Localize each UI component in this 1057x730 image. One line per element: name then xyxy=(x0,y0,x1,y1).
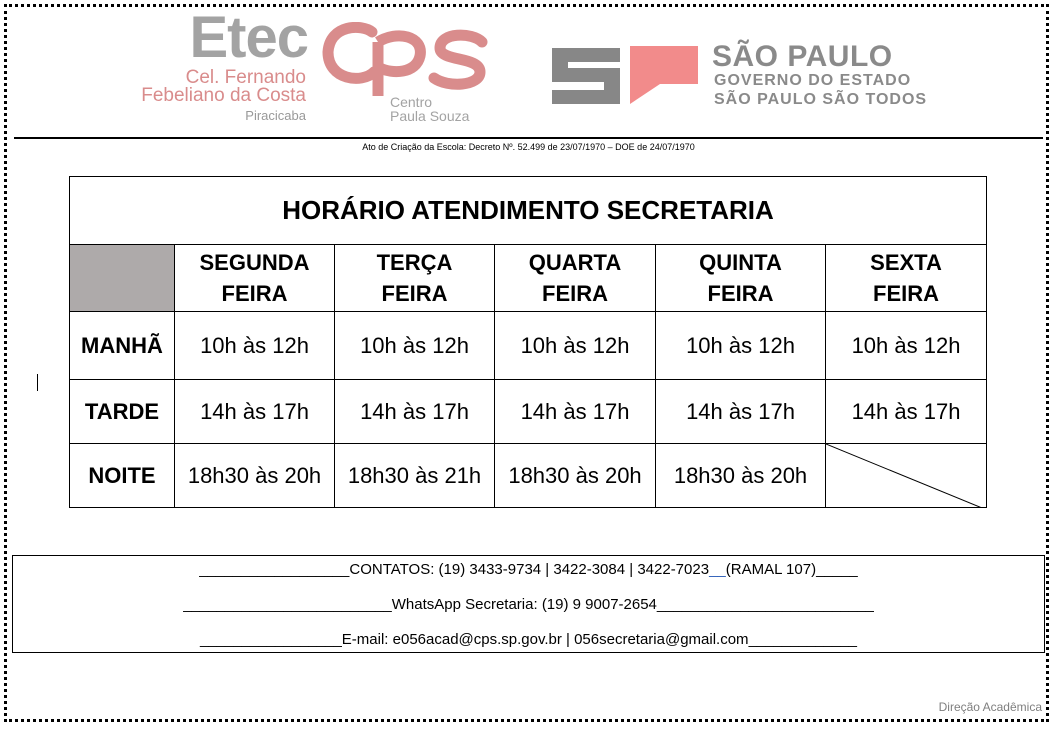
shift-label-morning: MANHÃ xyxy=(70,312,175,380)
schedule-row-afternoon xyxy=(70,380,987,444)
day-header-wednesday xyxy=(495,245,656,312)
decree-text: Ato de Criação da Escola: Decreto Nº. 52.499 de 23/07/1970 – DOE de 24/07/1970 xyxy=(362,142,695,152)
contacts-ramal: (RAMAL 107) xyxy=(725,561,817,578)
day-header-tuesday xyxy=(335,245,495,312)
contacts-phones: CONTATOS: (19) 3433-9734 | 3422-3084 | 3422-7023 xyxy=(349,561,710,578)
text-cursor xyxy=(37,374,38,391)
sp-logo-line2: GOVERNO DO ESTADO xyxy=(714,72,912,89)
day-header-line1: SEXTA xyxy=(870,250,942,275)
time-cell: 14h às 17h xyxy=(175,380,335,444)
etec-logo-word: Etec xyxy=(189,5,308,70)
cps-logo-mark-icon xyxy=(322,22,492,97)
schedule-title: HORÁRIO ATENDIMENTO SECRETARIA xyxy=(70,177,987,245)
underscore-fill: _____ xyxy=(816,561,858,578)
cps-logo-sub2: Paula Souza xyxy=(390,108,470,124)
cps-logo-sub1: Centro xyxy=(390,94,433,110)
underscore-fill: _____________ xyxy=(748,631,858,648)
day-header-line1: TERÇA xyxy=(376,250,453,275)
sp-logo-line3: SÃO PAULO SÃO TODOS xyxy=(714,91,928,108)
sp-governo-mark-icon xyxy=(552,44,702,106)
time-cell: 14h às 17h xyxy=(495,380,656,444)
day-header-line1: SEGUNDA xyxy=(199,250,310,275)
time-cell: 18h30 às 20h xyxy=(495,444,656,508)
day-header-line2: FEIRA xyxy=(707,281,774,306)
time-cell: 10h às 12h xyxy=(656,312,826,380)
day-header-thursday xyxy=(656,245,826,312)
underscore-fill: __________________________ xyxy=(656,596,874,613)
time-cell: 18h30 às 20h xyxy=(175,444,335,508)
day-header-line2: FEIRA xyxy=(873,281,939,306)
day-header-line2: FEIRA xyxy=(542,281,608,306)
footer-note: Direção Acadêmica xyxy=(938,700,1042,714)
cps-logo xyxy=(322,22,492,122)
time-cell: 14h às 17h xyxy=(826,380,987,444)
time-cell: 18h30 às 21h xyxy=(335,444,495,508)
schedule-row-night xyxy=(70,444,987,508)
shift-label-night: NOITE xyxy=(70,444,175,508)
day-header-friday xyxy=(826,245,987,312)
etec-logo-line1: Cel. Fernando xyxy=(185,67,306,88)
underscore-fill: _________________________ xyxy=(183,596,392,613)
day-header-line2: FEIRA xyxy=(381,281,448,306)
contacts-email: E-mail: e056acad@cps.sp.gov.br | 056secretaria@gmail.com xyxy=(341,631,749,648)
corner-cell xyxy=(70,245,175,312)
day-header-monday xyxy=(175,245,335,312)
underscore-link[interactable]: __ xyxy=(709,561,726,578)
time-cell: 18h30 às 20h xyxy=(656,444,826,508)
header-rule xyxy=(14,137,1043,139)
schedule-table xyxy=(69,176,987,508)
contacts-whatsapp-line xyxy=(13,596,1044,613)
schedule-row-morning xyxy=(70,312,987,380)
time-cell: 14h às 17h xyxy=(335,380,495,444)
contacts-phone-line xyxy=(13,561,1044,578)
shift-label-afternoon: TARDE xyxy=(70,380,175,444)
empty-cell-friday-night xyxy=(826,444,987,508)
contacts-whatsapp: WhatsApp Secretaria: (19) 9 9007-2654 xyxy=(391,596,657,613)
day-header-line1: QUARTA xyxy=(528,250,622,275)
time-cell: 10h às 12h xyxy=(175,312,335,380)
diagonal-strike-icon xyxy=(826,444,987,507)
etec-logo-line2: Febeliano da Costa xyxy=(141,85,306,106)
underscore-fill: _________________ xyxy=(199,631,342,648)
etec-logo-city: Piracicaba xyxy=(245,108,306,123)
time-cell: 10h às 12h xyxy=(335,312,495,380)
day-header-line1: QUINTA xyxy=(699,250,782,275)
contacts-email-line xyxy=(13,631,1044,648)
contacts-box xyxy=(12,555,1045,653)
day-header-line2: FEIRA xyxy=(221,281,288,306)
sp-logo-title: SÃO PAULO xyxy=(712,40,893,73)
time-cell: 10h às 12h xyxy=(826,312,987,380)
etec-logo xyxy=(130,5,310,123)
underscore-fill: __________________ xyxy=(199,561,350,578)
time-cell: 14h às 17h xyxy=(656,380,826,444)
time-cell: 10h às 12h xyxy=(495,312,656,380)
